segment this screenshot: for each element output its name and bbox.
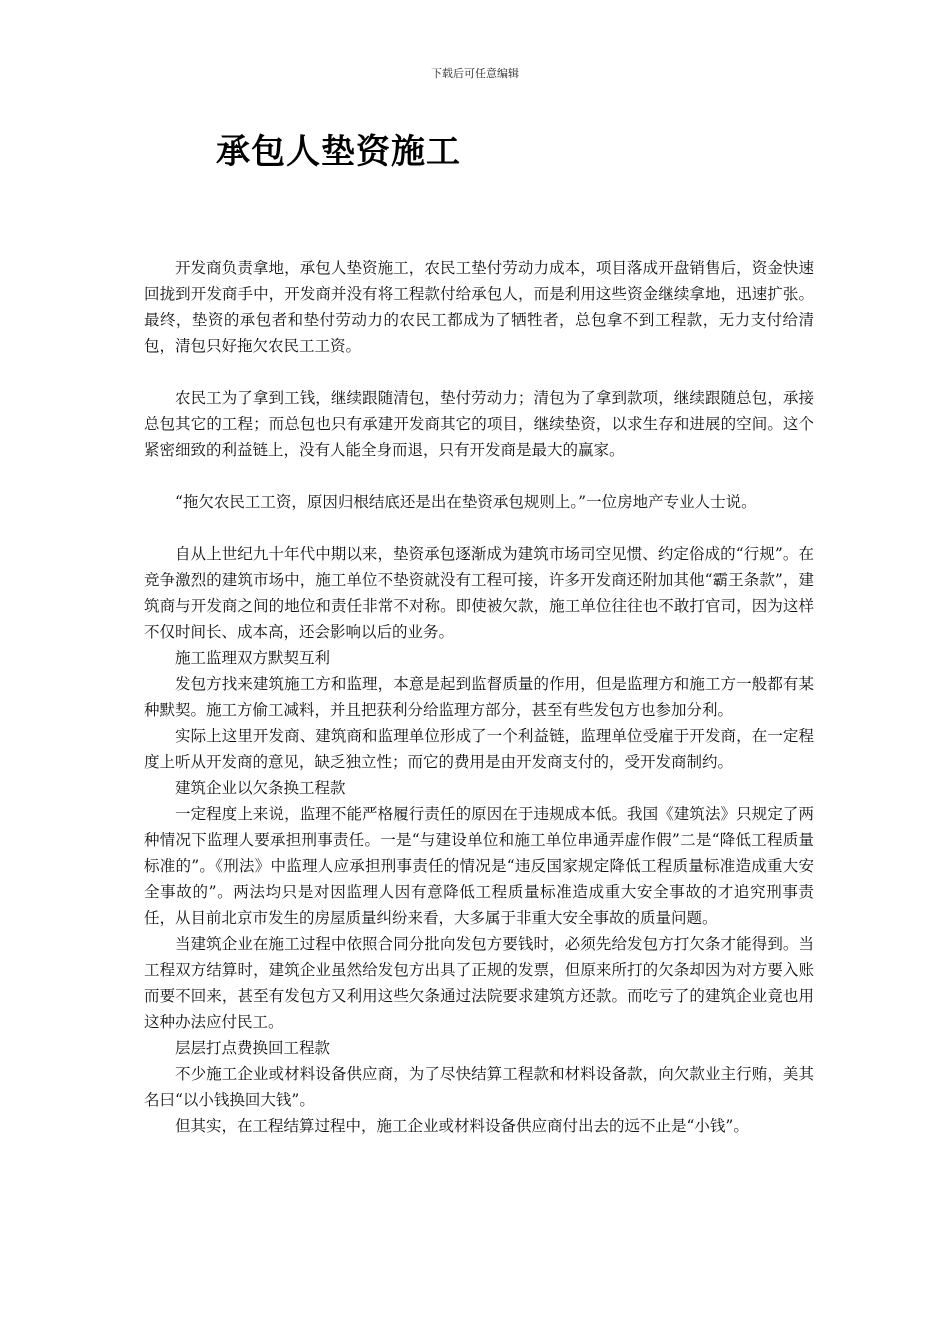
document-body	[144, 255, 814, 1139]
paragraph: 不少施工企业或材料设备供应商，为了尽快结算工程款和材料设备款，向欠款业主行贿，美其名曰“以小钱换回大钱”。	[144, 1065, 814, 1109]
paragraph: 自从上世纪九十年代中期以来，垫资承包逐渐成为建筑市场司空见惯、约定俗成的“行规”。在竞争激烈的建筑市场中，施工单位不垫资就没有工程可接，许多开发商还附加其他“霸王条款”，建筑商与开发商之间的地位和责任非常不对称。即使被欠款，施工单位往往也不敢打官司，因为这样不仅时间长、成本高，还会影响以后的业务。	[144, 545, 814, 641]
paragraph: 当建筑企业在施工过程中依照合同分批向发包方要钱时，必须先给发包方打欠条才能得到。当工程双方结算时，建筑企业虽然给发包方出具了正规的发票，但原来所打的欠条却因为对方要入账而要不回来，甚至有发包方又利用这些欠条通过法院要求建筑方还款。而吃亏了的建筑企业竟也用这种办法应付民工。	[144, 935, 814, 1031]
paragraph: 实际上这里开发商、建筑商和监理单位形成了一个利益链，监理单位受雇于开发商，在一定程度上听从开发商的意见，缺乏独立性；而它的费用是由开发商支付的，受开发商制约。	[144, 727, 814, 771]
paragraph: 农民工为了拿到工钱，继续跟随清包，垫付劳动力；清包为了拿到款项，继续跟随总包，承接总包其它的工程；而总包也只有承建开发商其它的项目，继续垫资，以求生存和进展的空间。这个紧密细致的利益链上，没有人能全身而退，只有开发商是最大的赢家。	[144, 389, 814, 459]
document-title: 承包人垫资施工	[216, 132, 461, 172]
paragraph: 但其实，在工程结算过程中，施工企业或材料设备供应商付出去的远不止是“小钱”。	[175, 1117, 749, 1135]
section-heading: 施工监理双方默契互利	[175, 649, 331, 667]
paragraph: 开发商负责拿地，承包人垫资施工，农民工垫付劳动力成本，项目落成开盘销售后，资金快速回拢到开发商手中，开发商并没有将工程款付给承包人，而是利用这些资金继续拿地，迅速扩张。最终，垫资的承包者和垫付劳动力的农民工都成为了牺牲者，总包拿不到工程款，无力支付给清包，清包只好拖欠农民工工资。	[144, 259, 814, 355]
section-heading: 建筑企业以欠条换工程款	[175, 779, 346, 797]
header-note: 下载后可任意编辑	[431, 67, 519, 80]
section-heading: 层层打点费换回工程款	[175, 1039, 331, 1057]
paragraph: 发包方找来建筑施工方和监理，本意是起到监督质量的作用，但是监理方和施工方一般都有某种默契。施工方偷工减料，并且把获利分给监理方部分，甚至有些发包方也参加分利。	[144, 675, 814, 719]
paragraph: 一定程度上来说，监理不能严格履行责任的原因在于违规成本低。我国《建筑法》只规定了两种情况下监理人要承担刑事责任。一是“与建设单位和施工单位串通弄虚作假”二是“降低工程质量标准的”。《刑法》中监理人应承担刑事责任的情况是“违反国家规定降低工程质量标准造成重大安全事故的”。两法均只是对因监理人因有意降低工程质量标准造成重大安全事故的才追究刑事责任，从目前北京市发生的房屋质量纠纷来看，大多属于非重大安全事故的质量问题。	[144, 805, 814, 927]
paragraph: “拖欠农民工工资，原因归根结底还是出在垫资承包规则上。”一位房地产专业人士说。	[175, 493, 757, 511]
